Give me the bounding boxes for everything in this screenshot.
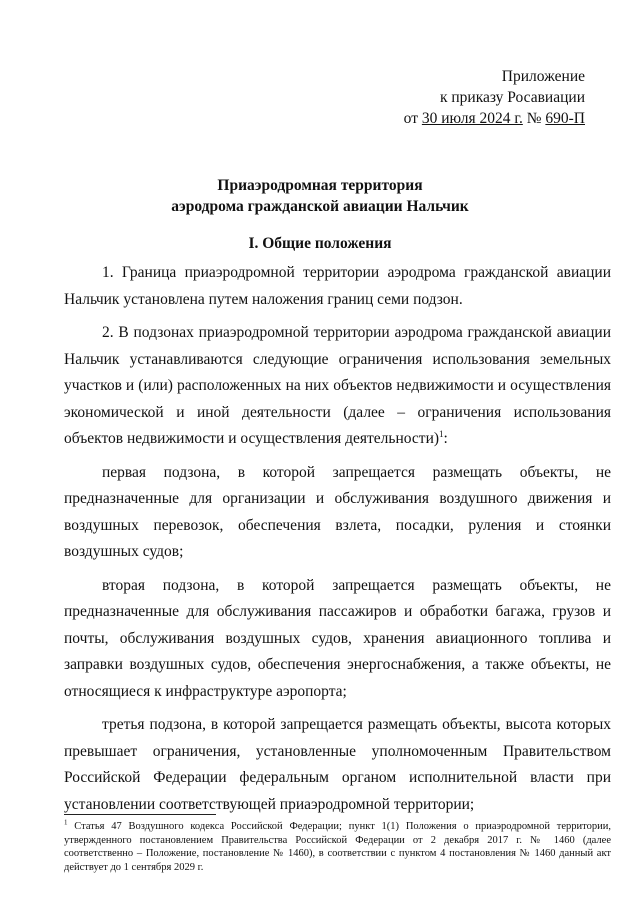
paragraph-2-end: : xyxy=(443,430,448,447)
document-body xyxy=(64,260,611,825)
appendix-date-prefix: от xyxy=(403,110,422,127)
appendix-date-number xyxy=(404,108,585,129)
title-line-1: Приаэродромная территория xyxy=(217,177,423,194)
appendix-label: Приложение xyxy=(501,68,585,85)
footnote-text: Статья 47 Воздушного кодекса Российской Федерации; пункт 1(1) Положения о приаэродромной территории, утвержденного постановлением Правительства Российской Федерации от 2 декабря 2017 г. № 1460 (далее соответственно – Положение, постановление № 1460), в соответствии с пунктом 4 постановления № 1460 данный акт действует до 1 сентября 2029 г. xyxy=(64,821,611,873)
paragraph-subzone-1: первая подзона, в которой запрещается размещать объекты, не предназначенные для организации и обслуживания воздушного движения и воздушных перевозок, обеспечения взлета, посадки, руления и стоянки воздушных судов; xyxy=(64,463,611,560)
paragraph-1: 1. Граница приаэродромной территории аэродрома гражданской авиации Нальчик установлена путем наложения границ семи подзон. xyxy=(64,264,611,308)
appendix-header xyxy=(404,66,585,129)
paragraph-subzone-3: третья подзона, в которой запрещается размещать объекты, высота которых превышает ограничения, установленные уполномоченным Правительством Российской Федерации федеральным органом исполнительной власти при установлении соответствующей приаэродромной территории; xyxy=(64,716,611,813)
footnote-mark: 1 xyxy=(64,818,68,827)
paragraph-subzone-2: вторая подзона, в которой запрещается размещать объекты, не предназначенные для обслуживания пассажиров и обработки багажа, грузов и почты, обслуживания воздушных судов, хранения авиационного топлива и заправки воздушных судов, обеспечения энергоснабжения, а также объекты, не относящиеся к инфраструктуре аэропорта; xyxy=(64,576,611,700)
footnote-ref: 1 xyxy=(439,428,444,439)
paragraph-2 xyxy=(64,320,611,453)
footnote-divider xyxy=(64,814,216,815)
appendix-number: 690-П xyxy=(545,110,585,127)
title-line-2: аэродрома гражданской авиации Нальчик xyxy=(171,198,469,215)
document-title xyxy=(0,175,640,217)
section-heading: I. Общие положения xyxy=(248,235,392,252)
appendix-number-sep: № xyxy=(522,110,546,127)
paragraph-2-text: 2. В подзонах приаэродромной территории аэродрома гражданской авиации Нальчик устанавливаются следующие ограничения использования земельных участков и (или) расположенных на них объектов недвижимости и осуществления экономической и иной деятельности (далее – ограничения использования объектов недвижимости и осуществления деятельности) xyxy=(64,324,611,447)
appendix-date: 30 июля 2024 г. xyxy=(421,110,523,127)
footnote xyxy=(64,820,611,874)
appendix-order-ref: к приказу Росавиации xyxy=(439,89,585,106)
